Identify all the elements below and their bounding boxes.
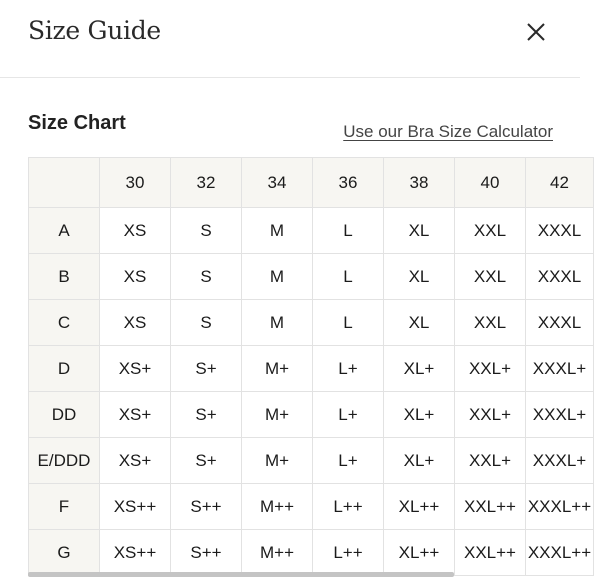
table-corner-cell (29, 158, 100, 208)
size-cell: XXL+ (455, 392, 526, 438)
size-cell: XL+ (384, 438, 455, 484)
size-cell: L+ (313, 392, 384, 438)
size-cell: S+ (171, 438, 242, 484)
size-cell: XXXL+ (526, 346, 594, 392)
size-cell: XL (384, 208, 455, 254)
size-cell: XXXL (526, 208, 594, 254)
cup-size-label: F (29, 484, 100, 530)
size-cell: XXL (455, 300, 526, 346)
size-cell: XS (100, 208, 171, 254)
band-size-header: 38 (384, 158, 455, 208)
size-cell: XXL+ (455, 346, 526, 392)
size-chart-table-container[interactable] (28, 157, 592, 580)
table-row (29, 438, 594, 484)
table-row (29, 530, 594, 576)
size-cell: XS++ (100, 530, 171, 576)
horizontal-scrollbar[interactable] (28, 572, 454, 577)
size-cell: M++ (242, 530, 313, 576)
cup-size-label: C (29, 300, 100, 346)
band-size-header: 36 (313, 158, 384, 208)
size-cell: XXL++ (455, 530, 526, 576)
size-cell: XL (384, 300, 455, 346)
size-cell: L (313, 208, 384, 254)
close-icon[interactable] (522, 18, 550, 46)
band-size-header: 40 (455, 158, 526, 208)
size-cell: M+ (242, 346, 313, 392)
size-cell: L++ (313, 484, 384, 530)
cup-size-label: A (29, 208, 100, 254)
size-chart-table (28, 157, 594, 576)
cup-size-label: E/DDD (29, 438, 100, 484)
size-cell: XS (100, 254, 171, 300)
page-title: Size Guide (28, 16, 161, 45)
cup-size-label: B (29, 254, 100, 300)
table-row (29, 346, 594, 392)
size-cell: S (171, 300, 242, 346)
cup-size-label: D (29, 346, 100, 392)
modal-header (0, 0, 580, 78)
size-cell: L (313, 254, 384, 300)
size-cell: XL+ (384, 392, 455, 438)
size-cell: XL++ (384, 484, 455, 530)
bra-size-calculator-link[interactable]: Use our Bra Size Calculator (343, 122, 553, 141)
size-cell: XL (384, 254, 455, 300)
size-cell: XXXL+ (526, 438, 594, 484)
size-cell: M++ (242, 484, 313, 530)
table-row (29, 392, 594, 438)
size-cell: XS+ (100, 438, 171, 484)
size-cell: M+ (242, 438, 313, 484)
band-size-header: 42 (526, 158, 594, 208)
size-cell: XS+ (100, 392, 171, 438)
table-header-row (29, 158, 594, 208)
table-row (29, 208, 594, 254)
size-cell: XXL+ (455, 438, 526, 484)
size-cell: XXXL (526, 300, 594, 346)
size-cell: S+ (171, 346, 242, 392)
size-cell: XL+ (384, 346, 455, 392)
size-cell: XXXL++ (526, 530, 594, 576)
size-cell: S (171, 208, 242, 254)
size-cell: S++ (171, 530, 242, 576)
size-cell: S++ (171, 484, 242, 530)
cup-size-label: DD (29, 392, 100, 438)
size-cell: XXL (455, 208, 526, 254)
size-cell: XXXL++ (526, 484, 594, 530)
table-row (29, 254, 594, 300)
size-cell: M (242, 300, 313, 346)
size-cell: XXL++ (455, 484, 526, 530)
size-cell: M+ (242, 392, 313, 438)
close-button[interactable] (522, 18, 550, 46)
band-size-header: 32 (171, 158, 242, 208)
cup-size-label: G (29, 530, 100, 576)
size-cell: L+ (313, 438, 384, 484)
size-cell: M (242, 254, 313, 300)
band-size-header: 34 (242, 158, 313, 208)
table-row (29, 484, 594, 530)
size-cell: L++ (313, 530, 384, 576)
size-cell: XXXL (526, 254, 594, 300)
size-chart-title: Size Chart (28, 112, 126, 134)
size-cell: XS+ (100, 346, 171, 392)
size-cell: M (242, 208, 313, 254)
size-cell: S (171, 254, 242, 300)
size-cell: S+ (171, 392, 242, 438)
size-cell: XXXL+ (526, 392, 594, 438)
size-cell: L (313, 300, 384, 346)
size-cell: XS (100, 300, 171, 346)
size-cell: XL++ (384, 530, 455, 576)
table-row (29, 300, 594, 346)
size-cell: XXL (455, 254, 526, 300)
size-cell: XS++ (100, 484, 171, 530)
band-size-header: 30 (100, 158, 171, 208)
size-cell: L+ (313, 346, 384, 392)
